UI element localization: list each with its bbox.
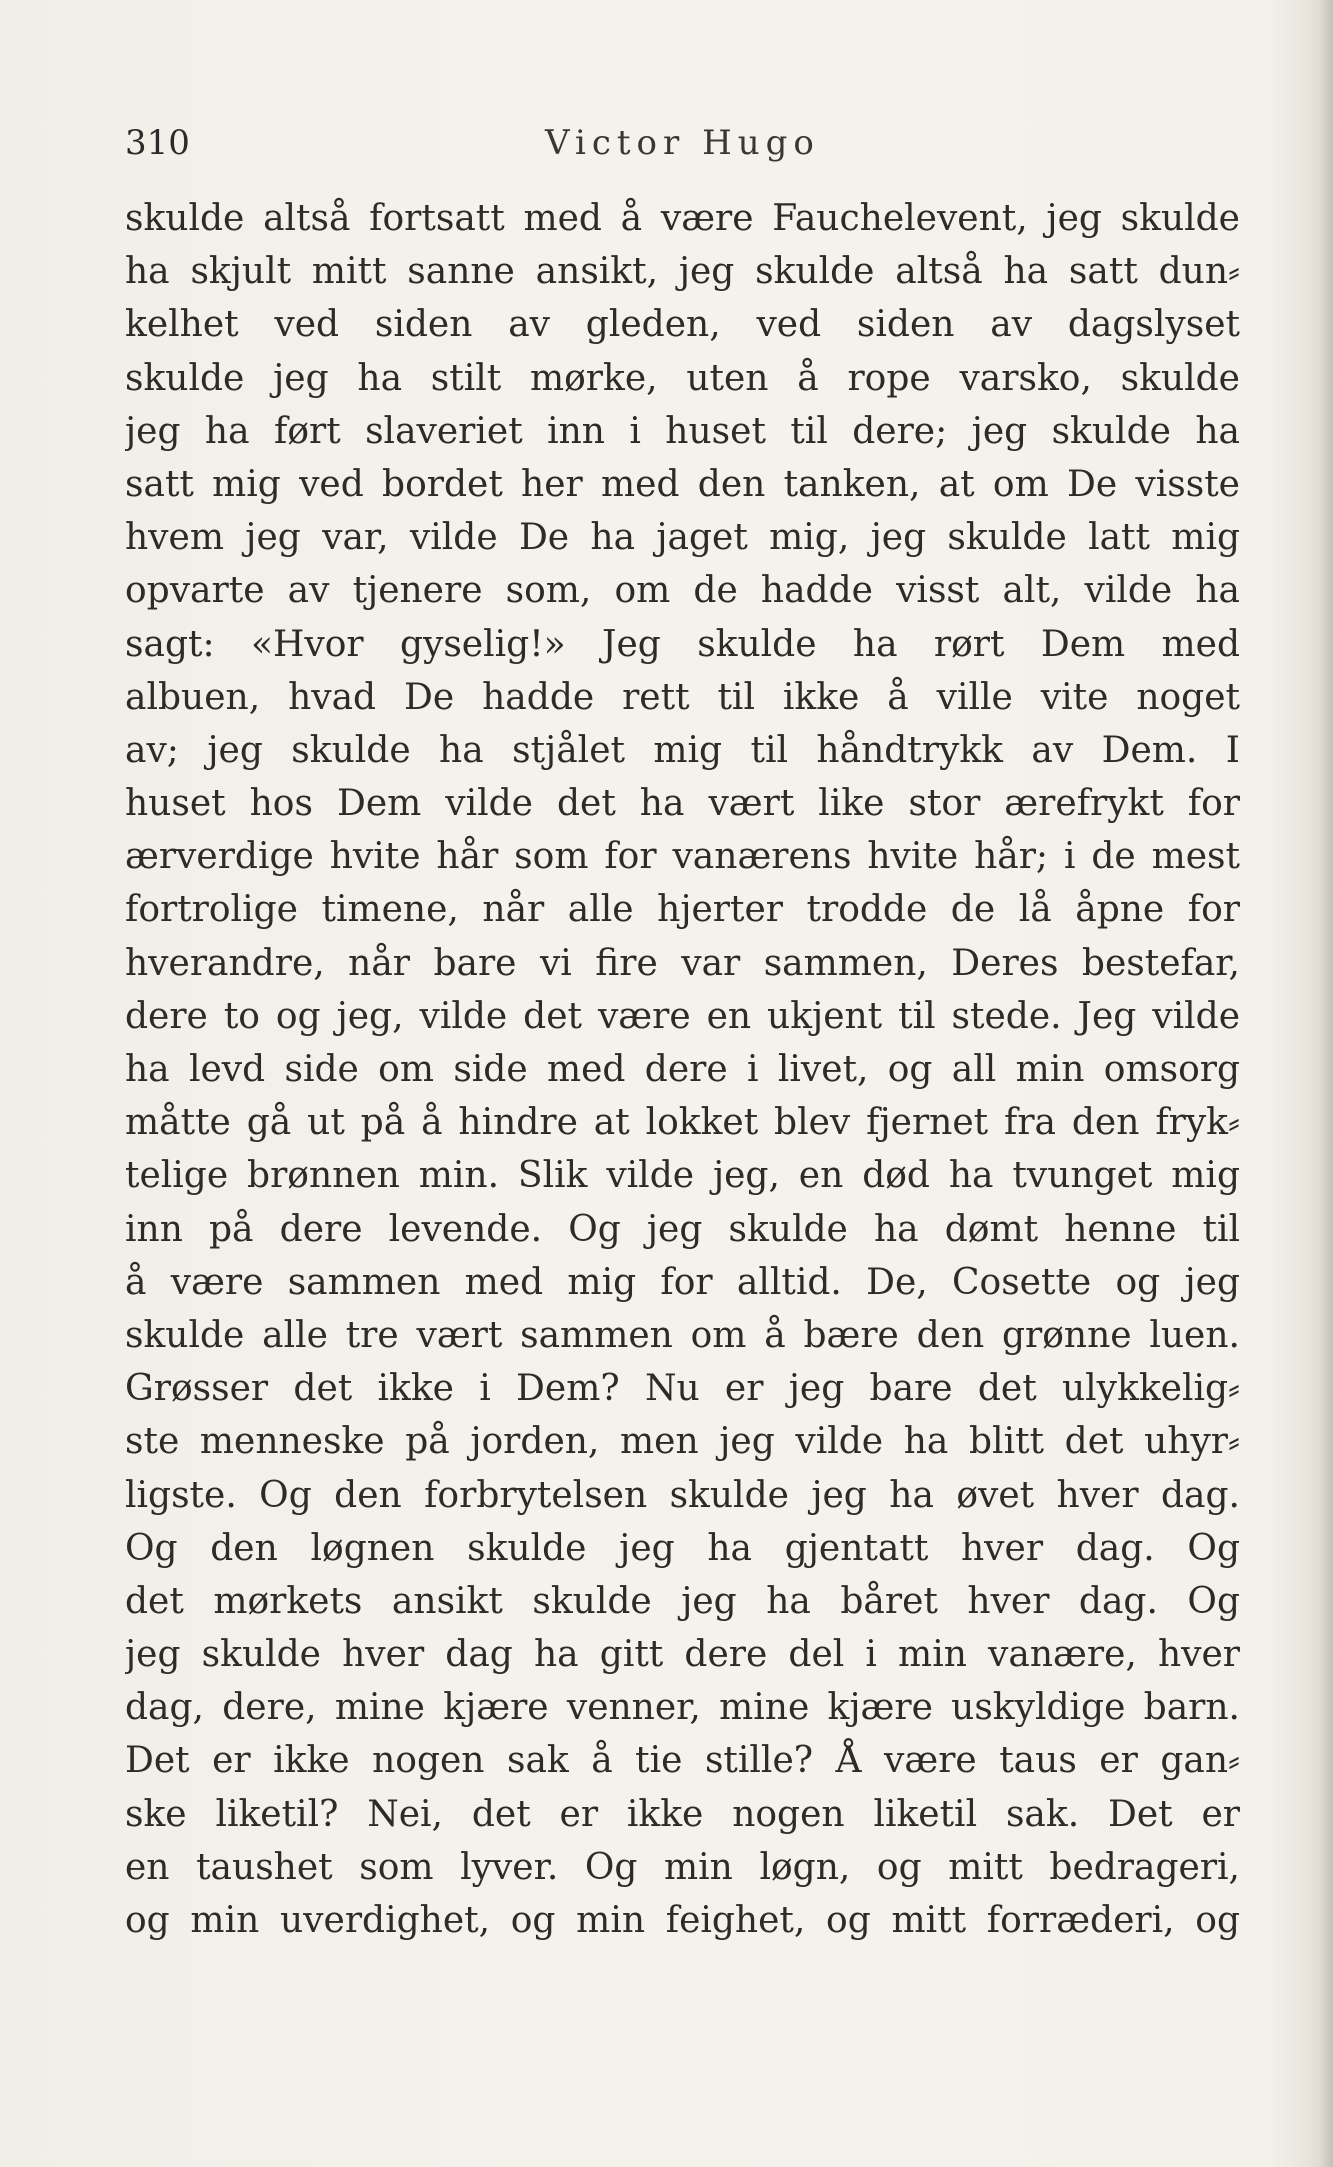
- text-line: opvarte av tjenere som, om de hadde visst alt, vilde ha: [125, 570, 1240, 612]
- text-line: satt mig ved bordet her med den tanken, at om De visste: [125, 463, 1240, 505]
- text-line: jeg skulde hver dag ha gitt dere del i min vanære, hver: [125, 1634, 1240, 1676]
- page-number: 310: [125, 123, 190, 163]
- text-line: Det er ikke nogen sak å tie stille? Å være taus er gan⸗: [125, 1740, 1240, 1782]
- text-line: albuen, hvad De hadde rett til ikke å ville vite noget: [125, 676, 1240, 718]
- text-line: hvem jeg var, vilde De ha jaget mig, jeg skulde latt mig: [125, 517, 1240, 559]
- text-line: en taushet som lyver. Og min løgn, og mitt bedrageri,: [125, 1846, 1240, 1888]
- text-line: dere to og jeg, vilde det være en ukjent til stede. Jeg vilde: [125, 995, 1240, 1037]
- text-line: ligste. Og den forbrytelsen skulde jeg ha øvet hver dag.: [125, 1474, 1240, 1516]
- text-line: skulde alle tre vært sammen om å bære den grønne luen.: [125, 1314, 1240, 1356]
- text-line: hverandre, når bare vi fire var sammen, Deres bestefar,: [125, 942, 1240, 984]
- text-line: det mørkets ansikt skulde jeg ha båret hver dag. Og: [125, 1580, 1240, 1622]
- text-line: Grøsser det ikke i Dem? Nu er jeg bare det ulykkelig⸗: [125, 1368, 1240, 1410]
- text-line: ærverdige hvite hår som for vanærens hvite hår; i de mest: [125, 836, 1240, 878]
- text-line: skulde jeg ha stilt mørke, uten å rope varsko, skulde: [125, 357, 1240, 399]
- running-head-author: Victor Hugo: [545, 123, 820, 163]
- text-line: ha levd side om side med dere i livet, og all min omsorg: [125, 1049, 1240, 1090]
- text-line: kelhet ved siden av gleden, ved siden av dagslyset: [125, 304, 1240, 346]
- text-line: telige brønnen min. Slik vilde jeg, en død ha tvunget mig: [125, 1155, 1240, 1197]
- text-line: huset hos Dem vilde det ha vært like stor ærefrykt for: [125, 783, 1240, 825]
- text-line: ste menneske på jorden, men jeg vilde ha blitt det uhyr⸗: [125, 1421, 1240, 1463]
- text-line: dag, dere, mine kjære venner, mine kjære uskyldige barn.: [125, 1687, 1240, 1729]
- text-line: måtte gå ut på å hindre at lokket blev fjernet fra den fryk⸗: [125, 1102, 1240, 1144]
- text-line: ske liketil? Nei, det er ikke nogen liketil sak. Det er: [125, 1793, 1240, 1835]
- text-line: ha skjult mitt sanne ansikt, jeg skulde altså ha satt dun⸗: [125, 251, 1240, 293]
- text-line: jeg ha ført slaveriet inn i huset til dere; jeg skulde ha: [125, 410, 1240, 452]
- page-edge-shadow: [1319, 0, 1333, 2167]
- text-line: sagt: «Hvor gyselig!» Jeg skulde ha rørt Dem med: [125, 623, 1240, 665]
- text-line: Og den løgnen skulde jeg ha gjentatt hver dag. Og: [125, 1527, 1240, 1569]
- body-text: [125, 192, 1240, 1947]
- text-line: fortrolige timene, når alle hjerter trodde de lå åpne for: [125, 889, 1240, 931]
- text-line: å være sammen med mig for alltid. De, Cosette og jeg: [125, 1261, 1240, 1303]
- text-line: skulde altså fortsatt med å være Fauchelevent, jeg skulde: [125, 198, 1240, 239]
- text-line: av; jeg skulde ha stjålet mig til håndtrykk av Dem. I: [125, 729, 1240, 771]
- text-line: og min uverdighet, og min feighet, og mitt forræderi, og: [125, 1900, 1240, 1941]
- text-line: inn på dere levende. Og jeg skulde ha dømt henne til: [125, 1208, 1240, 1250]
- page-header: [125, 118, 1240, 168]
